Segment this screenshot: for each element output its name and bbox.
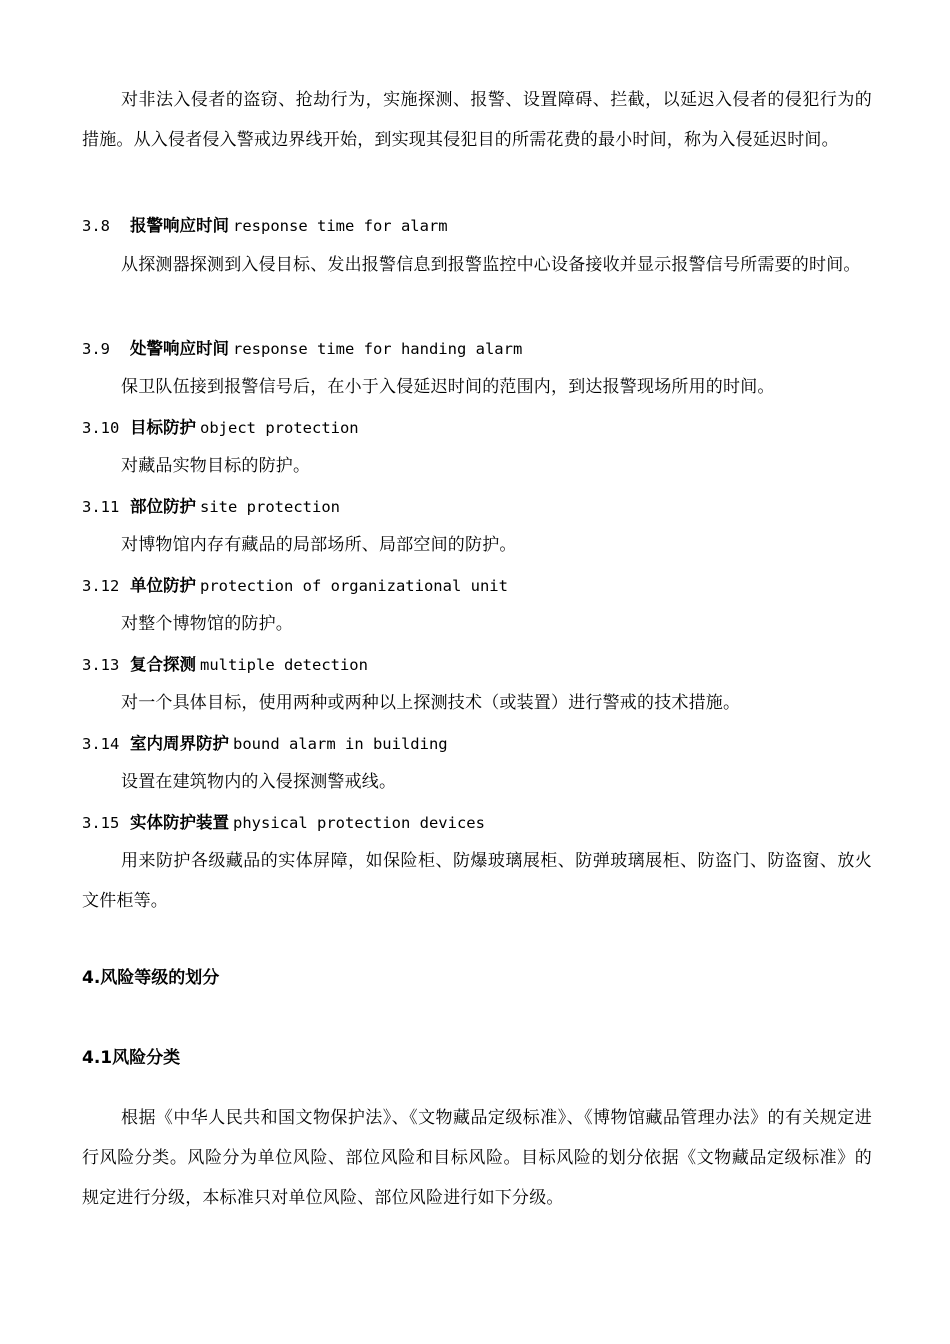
term-english: protection of organizational unit — [200, 577, 508, 595]
term-english: site protection — [200, 498, 340, 516]
term-number: 3.11 — [82, 498, 120, 516]
term-definition-3-10: 对藏品实物目标的防护。 — [121, 456, 311, 476]
term-chinese: 实体防护装置 — [130, 813, 229, 832]
term-heading-3-14 — [82, 732, 872, 756]
term-chinese: 单位防护 — [130, 576, 196, 595]
term-english: response time for handing alarm — [233, 340, 523, 358]
term-heading-3-8 — [82, 214, 872, 238]
term-chinese: 处警响应时间 — [130, 339, 229, 358]
term-chinese: 报警响应时间 — [130, 216, 229, 235]
section-4-1-paragraph: 根据《中华人民共和国文物保护法》、《文物藏品定级标准》、《博物馆藏品管理办法》的有关规定进行风险分类。风险分为单位风险、部位风险和目标风险。目标风险的划分依据《文物藏品定级标准》的规定进行分级，本标准只对单位风险、部位风险进行如下分级。 — [82, 1108, 872, 1208]
term-number: 3.9 — [82, 340, 110, 358]
term-definition-3-13: 对一个具体目标，使用两种或两种以上探测技术（或装置）进行警戒的技术措施。 — [121, 693, 741, 713]
term-heading-3-15 — [82, 811, 872, 835]
term-chinese: 部位防护 — [130, 497, 196, 516]
intro-paragraph: 对非法入侵者的盗窃、抢劫行为，实施探测、报警、设置障碍、拦截，以延迟入侵者的侵犯行为的措施。从入侵者侵入警戒边界线开始，到实现其侵犯目的所需花费的最小时间，称为入侵延迟时间。 — [82, 90, 872, 150]
term-definition-3-12: 对整个博物馆的防护。 — [121, 614, 293, 634]
term-definition-3-9: 保卫队伍接到报警信号后，在小于入侵延迟时间的范围内，到达报警现场所用的时间。 — [121, 377, 775, 397]
term-number: 3.8 — [82, 217, 110, 235]
term-english: physical protection devices — [233, 814, 485, 832]
term-definition-3-8: 从探测器探测到入侵目标、发出报警信息到报警监控中心设备接收并显示报警信号所需要的时间。 — [121, 255, 861, 275]
term-heading-3-13 — [82, 653, 872, 677]
term-heading-3-12 — [82, 574, 872, 598]
term-number: 3.12 — [82, 577, 120, 595]
term-english: response time for alarm — [233, 217, 448, 235]
term-number: 3.10 — [82, 419, 120, 437]
section-4-1-heading: 4.1风险分类 — [82, 1048, 181, 1068]
term-number: 3.14 — [82, 735, 120, 753]
term-number: 3.13 — [82, 656, 120, 674]
term-chinese: 室内周界防护 — [130, 734, 229, 753]
term-definition-3-15: 用来防护各级藏品的实体屏障，如保险柜、防爆玻璃展柜、防弹玻璃展柜、防盗门、防盗窗、放火文件柜等。 — [82, 851, 872, 911]
term-english: bound alarm in building — [233, 735, 448, 753]
term-chinese: 复合探测 — [130, 655, 196, 674]
term-english: multiple detection — [200, 656, 368, 674]
term-english: object protection — [200, 419, 359, 437]
term-chinese: 目标防护 — [130, 418, 196, 437]
term-heading-3-9 — [82, 337, 872, 361]
term-definition-3-11: 对博物馆内存有藏品的局部场所、局部空间的防护。 — [121, 535, 517, 555]
section-4-heading: 4.风险等级的划分 — [82, 968, 220, 988]
term-heading-3-10 — [82, 416, 872, 440]
term-number: 3.15 — [82, 814, 120, 832]
term-heading-3-11 — [82, 495, 872, 519]
term-definition-3-14: 设置在建筑物内的入侵探测警戒线。 — [121, 772, 397, 792]
